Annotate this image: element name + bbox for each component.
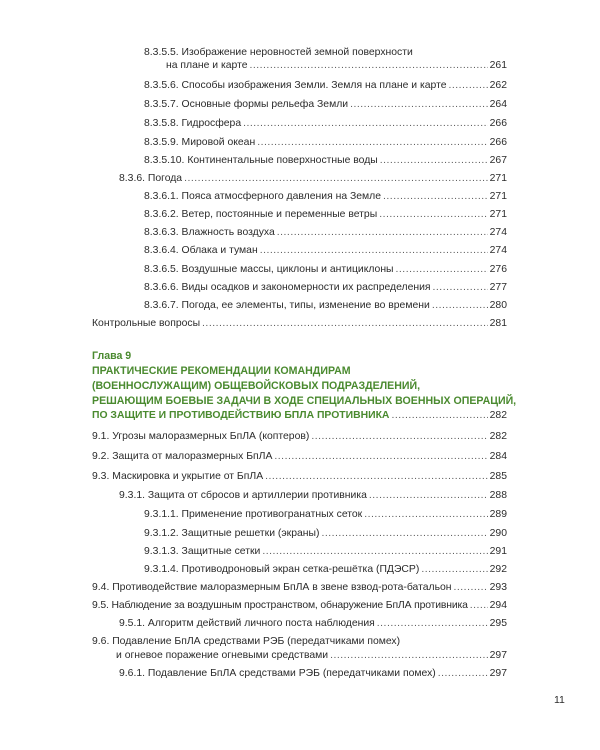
toc-page-number: 266 bbox=[489, 118, 507, 129]
dot-leader bbox=[260, 245, 488, 256]
toc-entry[interactable] bbox=[144, 155, 507, 166]
toc-entry-text: 9.5.1. Алгоритм действий личного поста наблюдения bbox=[119, 618, 375, 629]
dot-leader bbox=[432, 300, 488, 311]
toc-entry-text: на плане и карте bbox=[166, 60, 248, 71]
toc-entry[interactable] bbox=[144, 528, 507, 539]
toc-page-number: 271 bbox=[489, 191, 507, 202]
toc-page-number: 271 bbox=[489, 173, 507, 184]
toc-entry-text: 8.3.6.2. Ветер, постоянные и переменные ветры bbox=[144, 209, 378, 220]
toc-entry[interactable] bbox=[144, 227, 507, 238]
dot-leader bbox=[262, 546, 487, 557]
toc-entry[interactable] bbox=[119, 668, 507, 679]
chapter-title-line: ПО ЗАЩИТЕ И ПРОТИВОДЕЙСТВИЮ БПЛА ПРОТИВНИКА bbox=[92, 410, 390, 421]
toc-entry-text: 8.3.5.8. Гидросфера bbox=[144, 118, 242, 129]
toc-entry-text: 9.3.1.3. Защитные сетки bbox=[144, 546, 261, 557]
toc-page-number: 293 bbox=[489, 582, 507, 593]
toc-entry[interactable] bbox=[92, 451, 507, 462]
toc-entry[interactable] bbox=[144, 509, 507, 520]
toc-page-number: 284 bbox=[489, 451, 507, 462]
dot-leader bbox=[379, 209, 487, 220]
dot-leader bbox=[321, 528, 487, 539]
toc-page-number: 289 bbox=[489, 509, 507, 520]
toc-page-number: 297 bbox=[489, 650, 507, 661]
dot-leader bbox=[421, 564, 487, 575]
dot-leader bbox=[265, 471, 488, 482]
toc-entry-text: 8.3.6.3. Влажность воздуха bbox=[144, 227, 275, 238]
toc-entry[interactable] bbox=[144, 264, 507, 275]
toc-page-number: 276 bbox=[489, 264, 507, 275]
toc-page-number: 280 bbox=[489, 300, 507, 311]
toc-entry-text: 9.3.1.2. Защитные решетки (экраны) bbox=[144, 528, 320, 539]
toc-entry[interactable] bbox=[119, 618, 507, 629]
toc-entry[interactable] bbox=[116, 650, 507, 661]
toc-page-number: 271 bbox=[489, 209, 507, 220]
toc-page-number: 292 bbox=[489, 564, 507, 575]
toc-entry[interactable] bbox=[92, 600, 507, 611]
toc-entry[interactable] bbox=[144, 300, 507, 311]
toc-entry-text: 8.3.5.7. Основные формы рельефа Земли bbox=[144, 99, 349, 110]
chapter-title-line: РЕШАЮЩИМ БОЕВЫЕ ЗАДАЧИ В ХОДЕ СПЕЦИАЛЬНЫХ ВОЕННЫХ ОПЕРАЦИЙ, bbox=[92, 395, 517, 407]
dot-leader bbox=[364, 509, 487, 520]
toc-entry-text: 8.3.6.7. Погода, ее элементы, типы, изменение во времени bbox=[144, 300, 430, 311]
toc-entry-text: 9.3.1.4. Противодроновый экран сетка-решётка (ПДЭСР) bbox=[144, 564, 420, 575]
toc-entry-text: и огневое поражение огневыми средствами bbox=[116, 650, 329, 661]
toc-entry-line1: 8.3.5.5. Изображение неровностей земной поверхности bbox=[144, 47, 413, 58]
toc-entry-text: 9.4. Противодействие малоразмерным БпЛА в звене взвод-рота-батальон bbox=[92, 582, 452, 593]
toc-entry[interactable] bbox=[144, 282, 507, 293]
toc-page-number: 291 bbox=[489, 546, 507, 557]
dot-leader bbox=[257, 137, 487, 148]
dot-leader bbox=[449, 80, 488, 91]
dot-leader bbox=[454, 582, 488, 593]
dot-leader bbox=[470, 600, 488, 611]
toc-entry[interactable] bbox=[144, 137, 507, 148]
toc-entry[interactable] bbox=[144, 546, 507, 557]
toc-entry[interactable] bbox=[92, 318, 507, 329]
dot-leader bbox=[202, 318, 488, 329]
toc-page-number: 262 bbox=[489, 80, 507, 91]
dot-leader bbox=[391, 410, 487, 421]
toc-entry[interactable] bbox=[144, 191, 507, 202]
dot-leader bbox=[377, 618, 488, 629]
dot-leader bbox=[396, 264, 488, 275]
toc-page-number: 264 bbox=[489, 99, 507, 110]
toc-entry-text: 8.3.6.6. Виды осадков и закономерности их распределения bbox=[144, 282, 431, 293]
toc-entry-text: 8.3.5.9. Мировой океан bbox=[144, 137, 256, 148]
toc-page-number: 290 bbox=[489, 528, 507, 539]
toc-entry[interactable] bbox=[144, 118, 507, 129]
toc-page-number: 277 bbox=[489, 282, 507, 293]
dot-leader bbox=[330, 650, 488, 661]
toc-entry-text: 8.3.5.6. Способы изображения Земли. Земля на плане и карте bbox=[144, 80, 447, 91]
toc-page-number: 274 bbox=[489, 227, 507, 238]
dot-leader bbox=[369, 490, 488, 501]
dot-leader bbox=[383, 191, 488, 202]
chapter-title-line: ПРАКТИЧЕСКИЕ РЕКОМЕНДАЦИИ КОМАНДИРАМ bbox=[92, 365, 351, 377]
toc-entry-text: 9.6.1. Подавление БпЛА средствами РЭБ (передатчиками помех) bbox=[119, 668, 436, 679]
toc-entry-text: Контрольные вопросы bbox=[92, 318, 201, 329]
chapter-label: Глава 9 bbox=[92, 350, 132, 362]
toc-entry-text: 9.2. Защита от малоразмерных БпЛА bbox=[92, 451, 273, 462]
dot-leader bbox=[274, 451, 487, 462]
toc-entry[interactable] bbox=[144, 99, 507, 110]
toc-entry[interactable] bbox=[144, 245, 507, 256]
toc-page-number: 297 bbox=[489, 668, 507, 679]
toc-entry[interactable] bbox=[119, 173, 507, 184]
dot-leader bbox=[184, 173, 488, 184]
toc-entry[interactable] bbox=[144, 80, 507, 91]
toc-page-number: 285 bbox=[489, 471, 507, 482]
toc-page-number: 294 bbox=[489, 600, 507, 611]
page-number: 11 bbox=[554, 694, 565, 706]
toc-entry-text: 9.3. Маскировка и укрытие от БпЛА bbox=[92, 471, 264, 482]
toc-page-number: 274 bbox=[489, 245, 507, 256]
toc-page-number: 281 bbox=[489, 318, 507, 329]
toc-entry[interactable] bbox=[92, 471, 507, 482]
toc-entry-text: 8.3.5.10. Континентальные поверхностные воды bbox=[144, 155, 378, 166]
dot-leader bbox=[438, 668, 488, 679]
dot-leader bbox=[311, 431, 487, 442]
toc-entry-text: 9.3.1.1. Применение противогранатных сеток bbox=[144, 509, 363, 520]
toc-entry-text: 8.3.6. Погода bbox=[119, 173, 183, 184]
toc-entry[interactable] bbox=[92, 431, 507, 442]
toc-entry-text: 8.3.6.1. Пояса атмосферного давления на Земле bbox=[144, 191, 382, 202]
toc-entry[interactable] bbox=[92, 582, 507, 593]
dot-leader bbox=[243, 118, 488, 129]
toc-page-number: 295 bbox=[489, 618, 507, 629]
toc-entry-text: 9.5. Наблюдение за воздушным пространством, обнаружение БпЛА противника bbox=[92, 600, 468, 611]
dot-leader bbox=[250, 60, 488, 71]
toc-entry[interactable] bbox=[119, 490, 507, 501]
chapter-title-line: (ВОЕННОСЛУЖАЩИМ) ОБЩЕВОЙСКОВЫХ ПОДРАЗДЕЛЕНИЙ, bbox=[92, 380, 421, 392]
dot-leader bbox=[350, 99, 488, 110]
toc-entry-text: 9.3.1. Защита от сбросов и артиллерии противника bbox=[119, 490, 367, 501]
toc-page-number: 267 bbox=[489, 155, 507, 166]
toc-entry-text: 8.3.6.4. Облака и туман bbox=[144, 245, 258, 256]
dot-leader bbox=[380, 155, 488, 166]
toc-entry[interactable] bbox=[92, 410, 507, 421]
toc-entry[interactable] bbox=[166, 60, 507, 71]
toc-entry[interactable] bbox=[144, 564, 507, 575]
toc-page-number: 288 bbox=[489, 490, 507, 501]
toc-page-number: 282 bbox=[489, 431, 507, 442]
toc-page-number: 261 bbox=[489, 60, 507, 71]
dot-leader bbox=[433, 282, 488, 293]
dot-leader bbox=[277, 227, 488, 238]
toc-entry[interactable] bbox=[144, 209, 507, 220]
toc-page-number: 282 bbox=[489, 410, 507, 421]
toc-entry-text: 9.1. Угрозы малоразмерных БпЛА (коптеров) bbox=[92, 431, 310, 442]
toc-page-number: 266 bbox=[489, 137, 507, 148]
toc-entry-text: 8.3.6.5. Воздушные массы, циклоны и антициклоны bbox=[144, 264, 394, 275]
toc-entry-line1: 9.6. Подавление БпЛА средствами РЭБ (передатчиками помех) bbox=[92, 636, 401, 647]
